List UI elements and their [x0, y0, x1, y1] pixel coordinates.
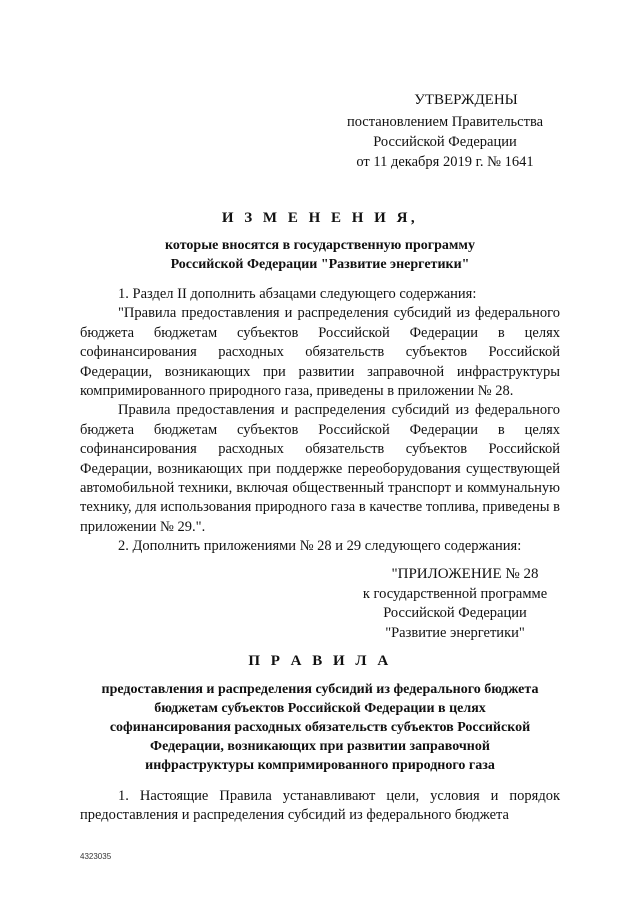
- paragraph-1: 1. Раздел II дополнить абзацами следующего содержания:: [118, 286, 477, 302]
- approval-block: [330, 90, 560, 172]
- appendix-line-1: к государственной программе: [362, 585, 548, 602]
- paragraph-3: Правила предоставления и распределения субсидий из федерального бюджета бюджетам субъектов Российской Федерации в целях софинансирования расходных обязательств субъектов Российской Федерации, возникающих при поддержке переоборудования существующей автомобильной техники, включая общественный транспорт и коммунальную технику, для использования природного газа в качестве топлива, приведены в приложении № 29.".: [80, 402, 560, 535]
- rules-subtitle: [0, 680, 640, 775]
- approval-line-1: постановлением Правительства: [346, 114, 544, 130]
- paragraph-2: "Правила предоставления и распределения субсидий из федерального бюджета бюджетам субъектов Российской Федерации в целях софинансирования расходных обязательств субъектов Российской Федерации, возникающих при развитии заправочной инфраструктуры компримированного природного газа, приведены в приложении № 28.: [80, 305, 560, 400]
- changes-subtitle-line-1: которые вносятся в государственную программу: [165, 238, 475, 253]
- document-code: 4323035: [80, 852, 112, 861]
- appendix-heading: "ПРИЛОЖЕНИЕ № 28: [391, 566, 539, 582]
- rules-subtitle-line-2: бюджетам субъектов Российской Федерации в целях: [154, 701, 486, 716]
- changes-subtitle: [0, 236, 640, 274]
- changes-body: [80, 285, 560, 557]
- rules-title: П Р А В И Л А: [248, 653, 392, 669]
- changes-title: И З М Е Н Е Н И Я,: [221, 210, 419, 226]
- rules-subtitle-line-4: Федерации, возникающих при развитии заправочной: [150, 739, 490, 754]
- rules-subtitle-line-1: предоставления и распределения субсидий из федерального бюджета: [101, 682, 539, 697]
- paragraph-4: 2. Дополнить приложениями № 28 и 29 следующего содержания:: [118, 538, 522, 555]
- appendix-block: [345, 565, 565, 643]
- rules-body: [80, 787, 560, 826]
- changes-subtitle-line-2: Российской Федерации "Развитие энергетики": [170, 257, 470, 272]
- appendix-line-3: "Развитие энергетики": [385, 624, 525, 641]
- rules-paragraph-1: 1. Настоящие Правила устанавливают цели, условия и порядок предоставления и распределения субсидий из федерального бюджета: [80, 788, 560, 824]
- appendix-line-2: Российской Федерации: [383, 605, 527, 621]
- rules-subtitle-line-3: софинансирования расходных обязательств субъектов Российской: [109, 720, 531, 735]
- approval-line-2: Российской Федерации: [373, 134, 517, 150]
- approval-line-3: от 11 декабря 2019 г. № 1641: [356, 154, 534, 170]
- approval-heading: УТВЕРЖДЕНЫ: [414, 92, 518, 108]
- rules-subtitle-line-5: инфраструктуры компримированного природного газа: [145, 758, 495, 773]
